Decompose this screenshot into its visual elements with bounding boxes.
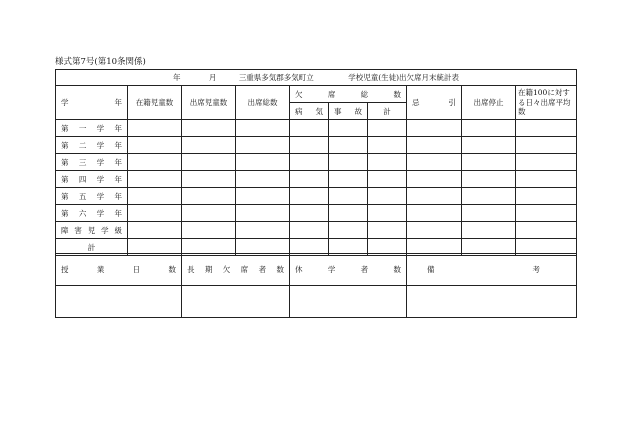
form-number-label: 様式第7号(第10条関係) — [55, 57, 146, 67]
title-school-prefix: 三重県多気郡多気町立 — [238, 73, 314, 82]
grade-value-cell[interactable] — [516, 205, 577, 222]
grade-value-cell[interactable] — [128, 222, 182, 239]
grade-value-cell[interactable] — [128, 171, 182, 188]
grade-value-cell[interactable] — [329, 137, 368, 154]
grade-value-cell[interactable] — [290, 205, 329, 222]
header-attending-children: 出席児童数 — [182, 86, 236, 120]
grade-value-cell[interactable] — [182, 137, 236, 154]
grade-value-cell[interactable] — [462, 154, 516, 171]
grade-value-cell[interactable] — [368, 171, 407, 188]
grade-value-cell[interactable] — [368, 120, 407, 137]
summary-table — [55, 253, 577, 318]
grade-value-cell[interactable] — [407, 137, 462, 154]
grade-value-cell[interactable] — [290, 120, 329, 137]
grade-row-label: 第 六 学 年 — [56, 205, 128, 222]
header-suspension: 出席停止 — [462, 86, 516, 120]
grade-row — [56, 171, 577, 188]
grade-value-cell[interactable] — [329, 171, 368, 188]
leave-value-cell[interactable] — [290, 286, 407, 318]
grade-value-cell[interactable] — [368, 137, 407, 154]
grade-row — [56, 137, 577, 154]
grade-value-cell[interactable] — [329, 154, 368, 171]
grade-value-cell[interactable] — [368, 154, 407, 171]
grade-value-cell[interactable] — [368, 188, 407, 205]
title-month: 月 — [208, 73, 217, 82]
grade-row-label: 障 害 児 学 級 — [56, 222, 128, 239]
header-total-attendance: 出席総数 — [236, 86, 290, 120]
grade-value-cell[interactable] — [516, 171, 577, 188]
header-illness: 病 気 — [290, 103, 329, 120]
grade-value-cell[interactable] — [182, 154, 236, 171]
grade-row-label: 第 二 学 年 — [56, 137, 128, 154]
grade-value-cell[interactable] — [516, 222, 577, 239]
header-accident: 事 故 — [329, 103, 368, 120]
long-absence-value-cell[interactable] — [182, 286, 290, 318]
grade-value-cell[interactable] — [128, 154, 182, 171]
grade-value-cell[interactable] — [182, 205, 236, 222]
grade-value-cell[interactable] — [290, 188, 329, 205]
form-title — [56, 70, 577, 86]
grade-value-cell[interactable] — [329, 205, 368, 222]
grade-row — [56, 222, 577, 239]
grade-value-cell[interactable] — [368, 222, 407, 239]
total-row-label: 計 — [56, 239, 128, 256]
grade-row — [56, 188, 577, 205]
header-absence-total: 欠 席 総 数 — [290, 86, 407, 103]
grade-value-cell[interactable] — [407, 222, 462, 239]
grade-value-cell[interactable] — [236, 222, 290, 239]
school-days-value-cell[interactable] — [56, 286, 182, 318]
grade-value-cell[interactable] — [407, 171, 462, 188]
grade-value-cell[interactable] — [182, 222, 236, 239]
grade-value-cell[interactable] — [462, 171, 516, 188]
grade-value-cell[interactable] — [407, 154, 462, 171]
header-subtotal: 計 — [368, 103, 407, 120]
grade-value-cell[interactable] — [407, 188, 462, 205]
header-daily-average: 在籍100に対する日々出席平均数 — [516, 86, 577, 120]
grade-value-cell[interactable] — [462, 188, 516, 205]
grade-value-cell[interactable] — [290, 171, 329, 188]
grade-value-cell[interactable] — [236, 188, 290, 205]
grade-row-label: 第 三 学 年 — [56, 154, 128, 171]
header-grade: 学 年 — [56, 86, 128, 120]
grade-value-cell[interactable] — [290, 154, 329, 171]
grade-value-cell[interactable] — [462, 137, 516, 154]
grade-value-cell[interactable] — [236, 120, 290, 137]
header-long-absence: 長 期 欠 席 者 数 — [182, 254, 290, 286]
grade-value-cell[interactable] — [128, 205, 182, 222]
grade-value-cell[interactable] — [290, 222, 329, 239]
grade-value-cell[interactable] — [407, 120, 462, 137]
grade-row — [56, 205, 577, 222]
grade-value-cell[interactable] — [462, 222, 516, 239]
grade-value-cell[interactable] — [516, 137, 577, 154]
grade-row — [56, 120, 577, 137]
grade-value-cell[interactable] — [236, 205, 290, 222]
title-year: 年 — [173, 73, 181, 82]
grade-value-cell[interactable] — [236, 171, 290, 188]
header-row-1 — [56, 86, 577, 103]
grade-value-cell[interactable] — [516, 120, 577, 137]
summary-value-row — [56, 286, 577, 318]
grade-row-label: 第 一 学 年 — [56, 120, 128, 137]
header-remarks: 備 考 — [407, 254, 577, 286]
grade-row-label: 第 五 学 年 — [56, 188, 128, 205]
header-leave: 休 学 者 数 — [290, 254, 407, 286]
summary-header-row — [56, 254, 577, 286]
grade-value-cell[interactable] — [407, 205, 462, 222]
title-row — [56, 70, 577, 86]
grade-value-cell[interactable] — [462, 120, 516, 137]
grade-value-cell[interactable] — [368, 205, 407, 222]
grade-value-cell[interactable] — [290, 137, 329, 154]
grade-value-cell[interactable] — [182, 188, 236, 205]
grade-value-cell[interactable] — [182, 120, 236, 137]
grade-value-cell[interactable] — [236, 137, 290, 154]
header-tardy-early: 忌 引 — [407, 86, 462, 120]
grade-value-cell[interactable] — [516, 188, 577, 205]
header-enrolled: 在籍児童数 — [128, 86, 182, 120]
title-school-suffix: 学校児童(生徒)出欠席月末統計表 — [348, 73, 460, 82]
grade-value-cell[interactable] — [128, 137, 182, 154]
remarks-value-cell[interactable] — [407, 286, 577, 318]
grade-value-cell[interactable] — [236, 154, 290, 171]
grade-value-cell[interactable] — [182, 171, 236, 188]
grade-value-cell[interactable] — [329, 188, 368, 205]
grade-value-cell[interactable] — [128, 188, 182, 205]
grade-value-cell[interactable] — [462, 205, 516, 222]
grade-value-cell[interactable] — [329, 120, 368, 137]
grade-value-cell[interactable] — [516, 154, 577, 171]
grade-row-label: 第 四 学 年 — [56, 171, 128, 188]
attendance-statistics-table — [55, 69, 577, 256]
grade-row — [56, 154, 577, 171]
grade-value-cell[interactable] — [128, 120, 182, 137]
grade-value-cell[interactable] — [329, 222, 368, 239]
header-school-days: 授 業 日 数 — [56, 254, 182, 286]
